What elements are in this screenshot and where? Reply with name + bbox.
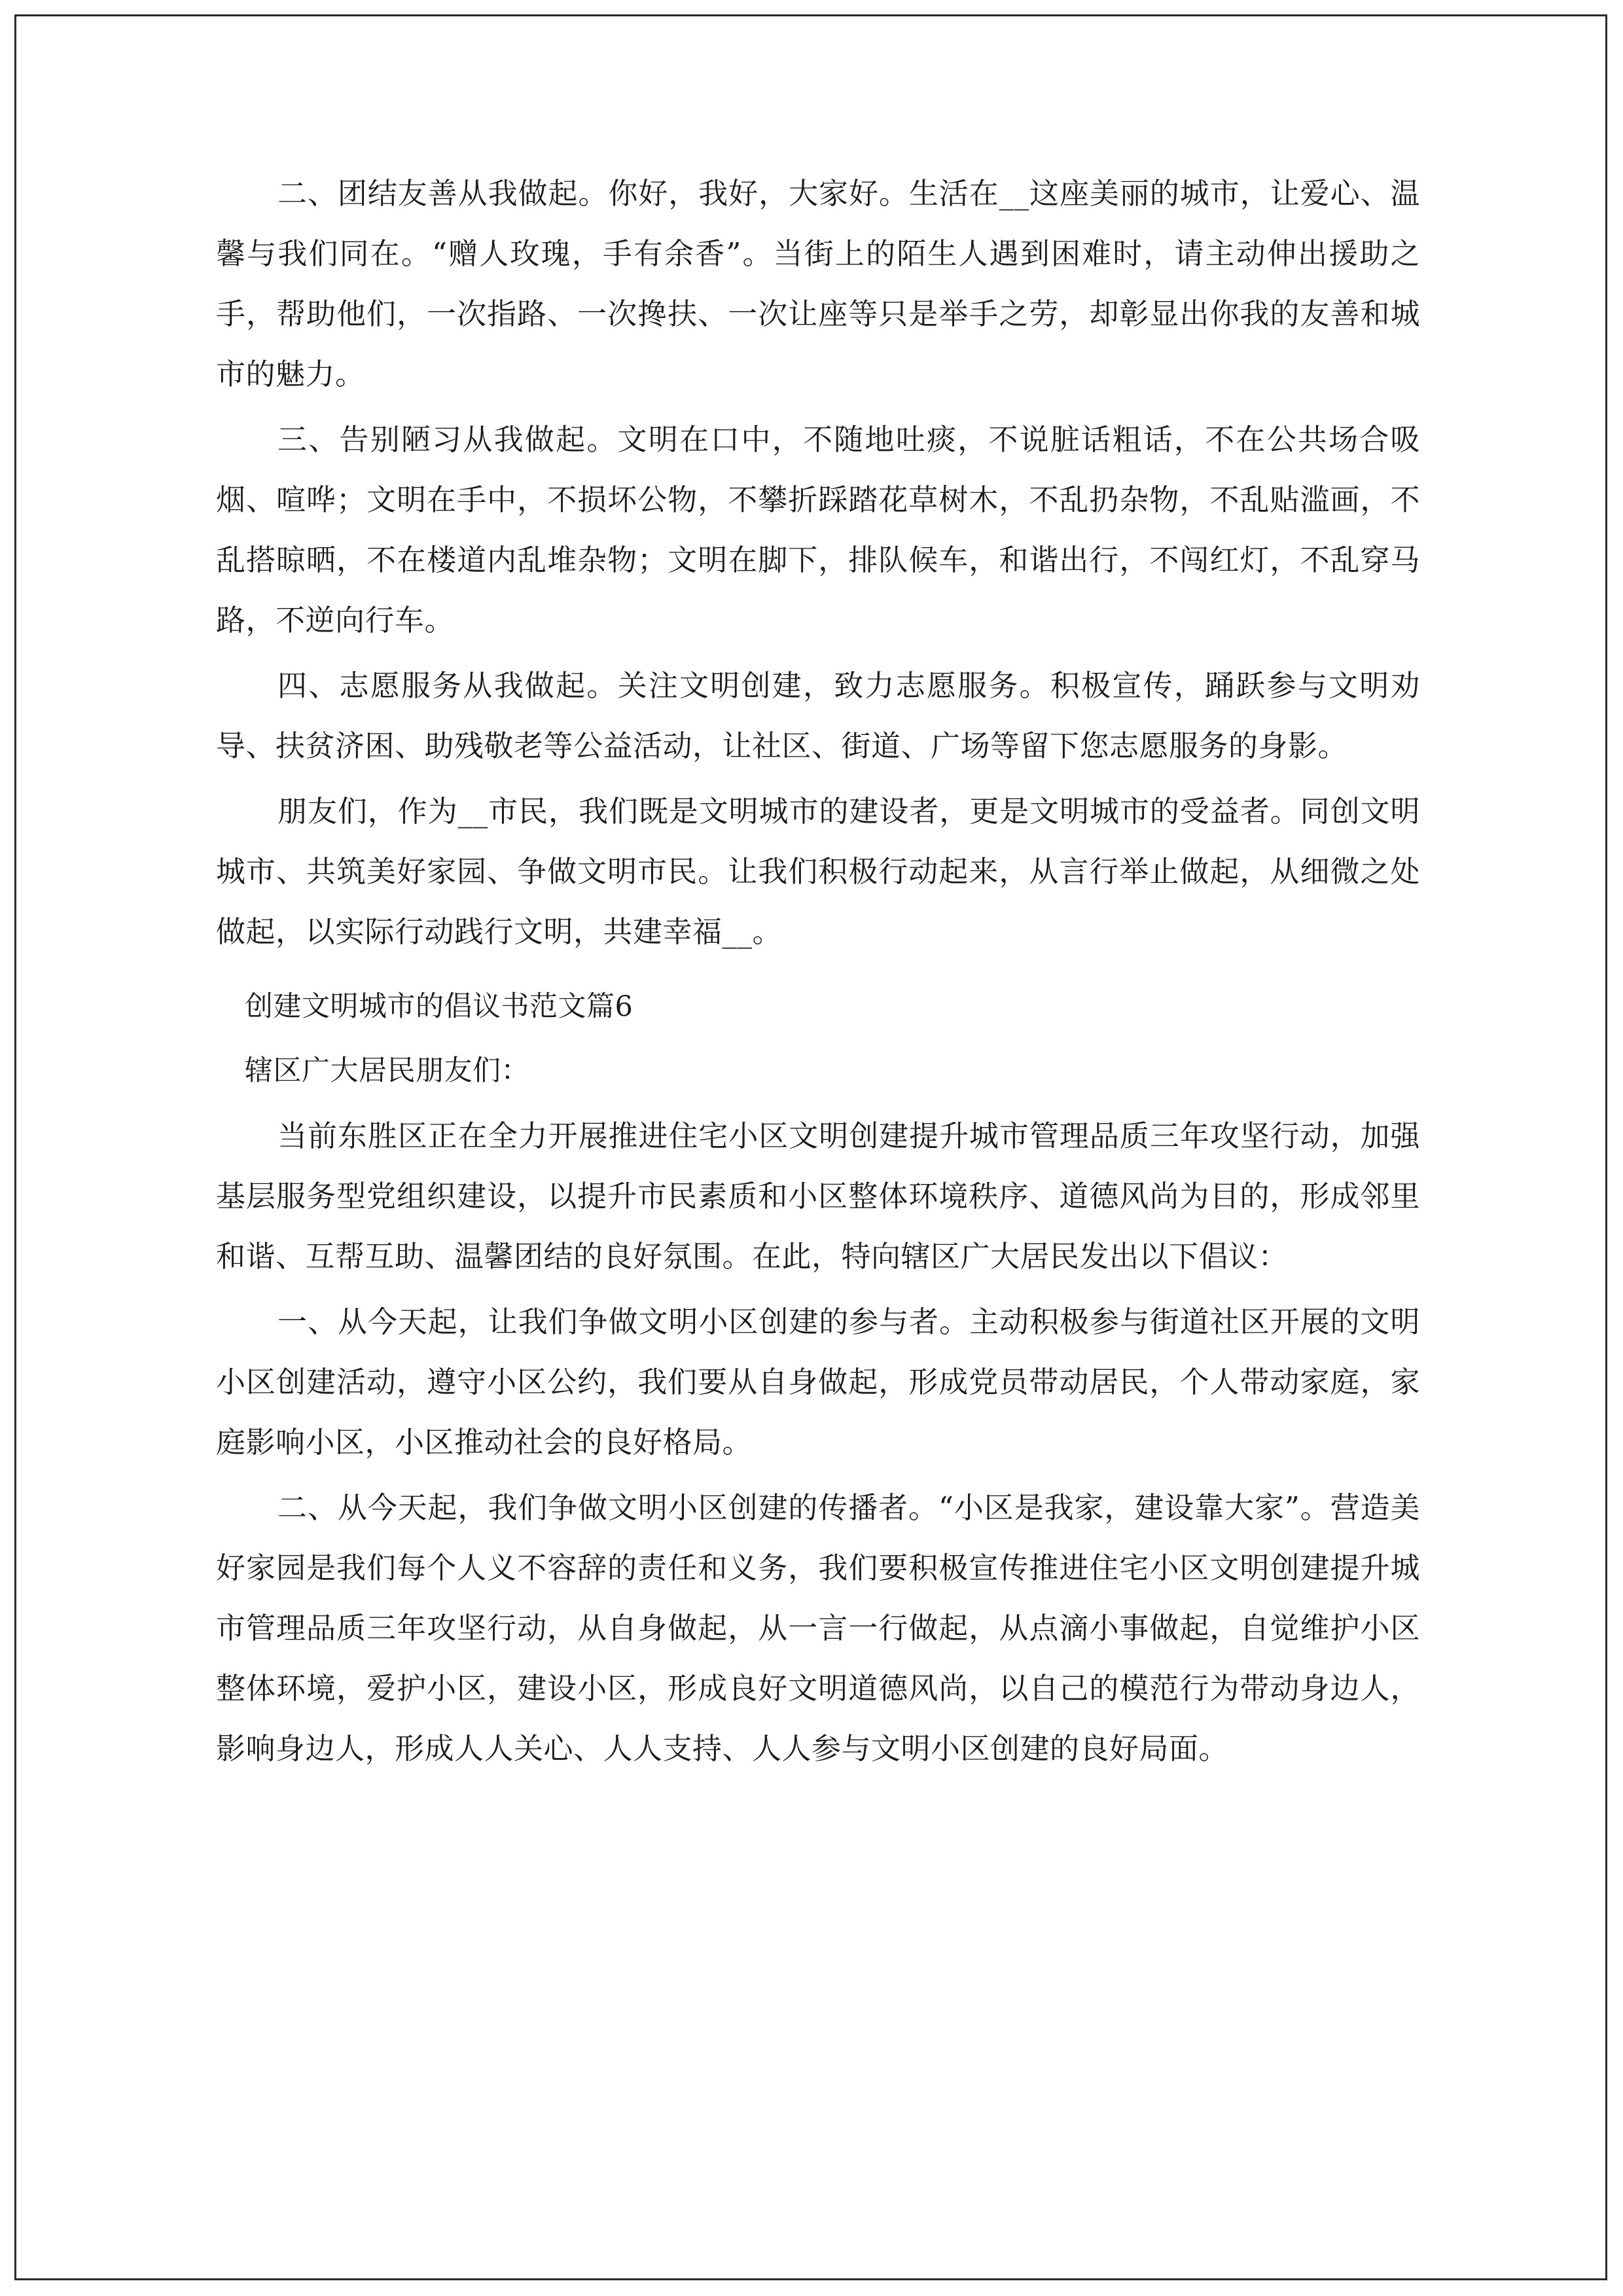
body-paragraph-3: 二、从今天起，我们争做文明小区创建的传播者。“小区是我家，建设靠大家”。营造美好家园是我们每个人义不容辞的责任和义务，我们要积极宣传推进住宅小区文明创建提升城市管理品质三年攻坚行动，从自身做起，从一言一行做起，从点滴小事做起，自觉维护小区整体环境，爱护小区，建设小区，形成良好文明道德风尚，以自己的模范行为带动身边人，影响身边人，形成人人关心、人人支持、人人参与文明小区创建的良好局面。 <box>216 1490 1420 1766</box>
body-paragraph-1: 当前东胜区正在全力开展推进住宅小区文明创建提升城市管理品质三年攻坚行动，加强基层服务型党组织建设，以提升市民素质和小区整体环境秩序、道德风尚为目的，形成邻里和谐、互帮互助、温馨团结的良好氛围。在此，特向辖区广大居民发出以下倡议： <box>216 1119 1420 1274</box>
salutation: 辖区广大居民朋友们： <box>245 1054 529 1087</box>
body-paragraph-2: 一、从今天起，让我们争做文明小区创建的参与者。主动积极参与街道社区开展的文明小区创建活动，遵守小区公约，我们要从自身做起，形成党员带动居民，个人带动家庭，家庭影响小区，小区推动社会的良好格局。 <box>216 1304 1420 1460</box>
section-title: 创建文明城市的倡议书范文篇6 <box>245 990 633 1023</box>
paragraph-4: 朋友们，作为__市民，我们既是文明城市的建设者，更是文明城市的受益者。同创文明城市、共筑美好家园、争做文明市民。让我们积极行动起来，从言行举止做起，从细微之处做起，以实际行动践行文明，共建幸福__。 <box>216 794 1420 949</box>
paragraph-1: 二、团结友善从我做起。你好，我好，大家好。生活在__这座美丽的城市，让爱心、温馨与我们同在。“赠人玫瑰，手有余香”。当街上的陌生人遇到困难时，请主动伸出援助之手，帮助他们，一次指路、一次搀扶、一次让座等只是举手之劳，却彰显出你我的友善和城市的魅力。 <box>216 176 1420 391</box>
paragraph-2: 三、告别陋习从我做起。文明在口中，不随地吐痰，不说脏话粗话，不在公共场合吸烟、喧哗；文明在手中，不损坏公物，不攀折踩踏花草树木，不乱扔杂物，不乱贴滥画，不乱搭晾晒，不在楼道内乱堆杂物；文明在脚下，排队候车，和谐出行，不闯红灯，不乱穿马路，不逆向行车。 <box>216 422 1420 637</box>
document-content <box>216 164 1420 1784</box>
paragraph-3: 四、志愿服务从我做起。关注文明创建，致力志愿服务。积极宣传，踊跃参与文明劝导、扶贫济困、助残敬老等公益活动，让社区、街道、广场等留下您志愿服务的身影。 <box>216 668 1420 763</box>
